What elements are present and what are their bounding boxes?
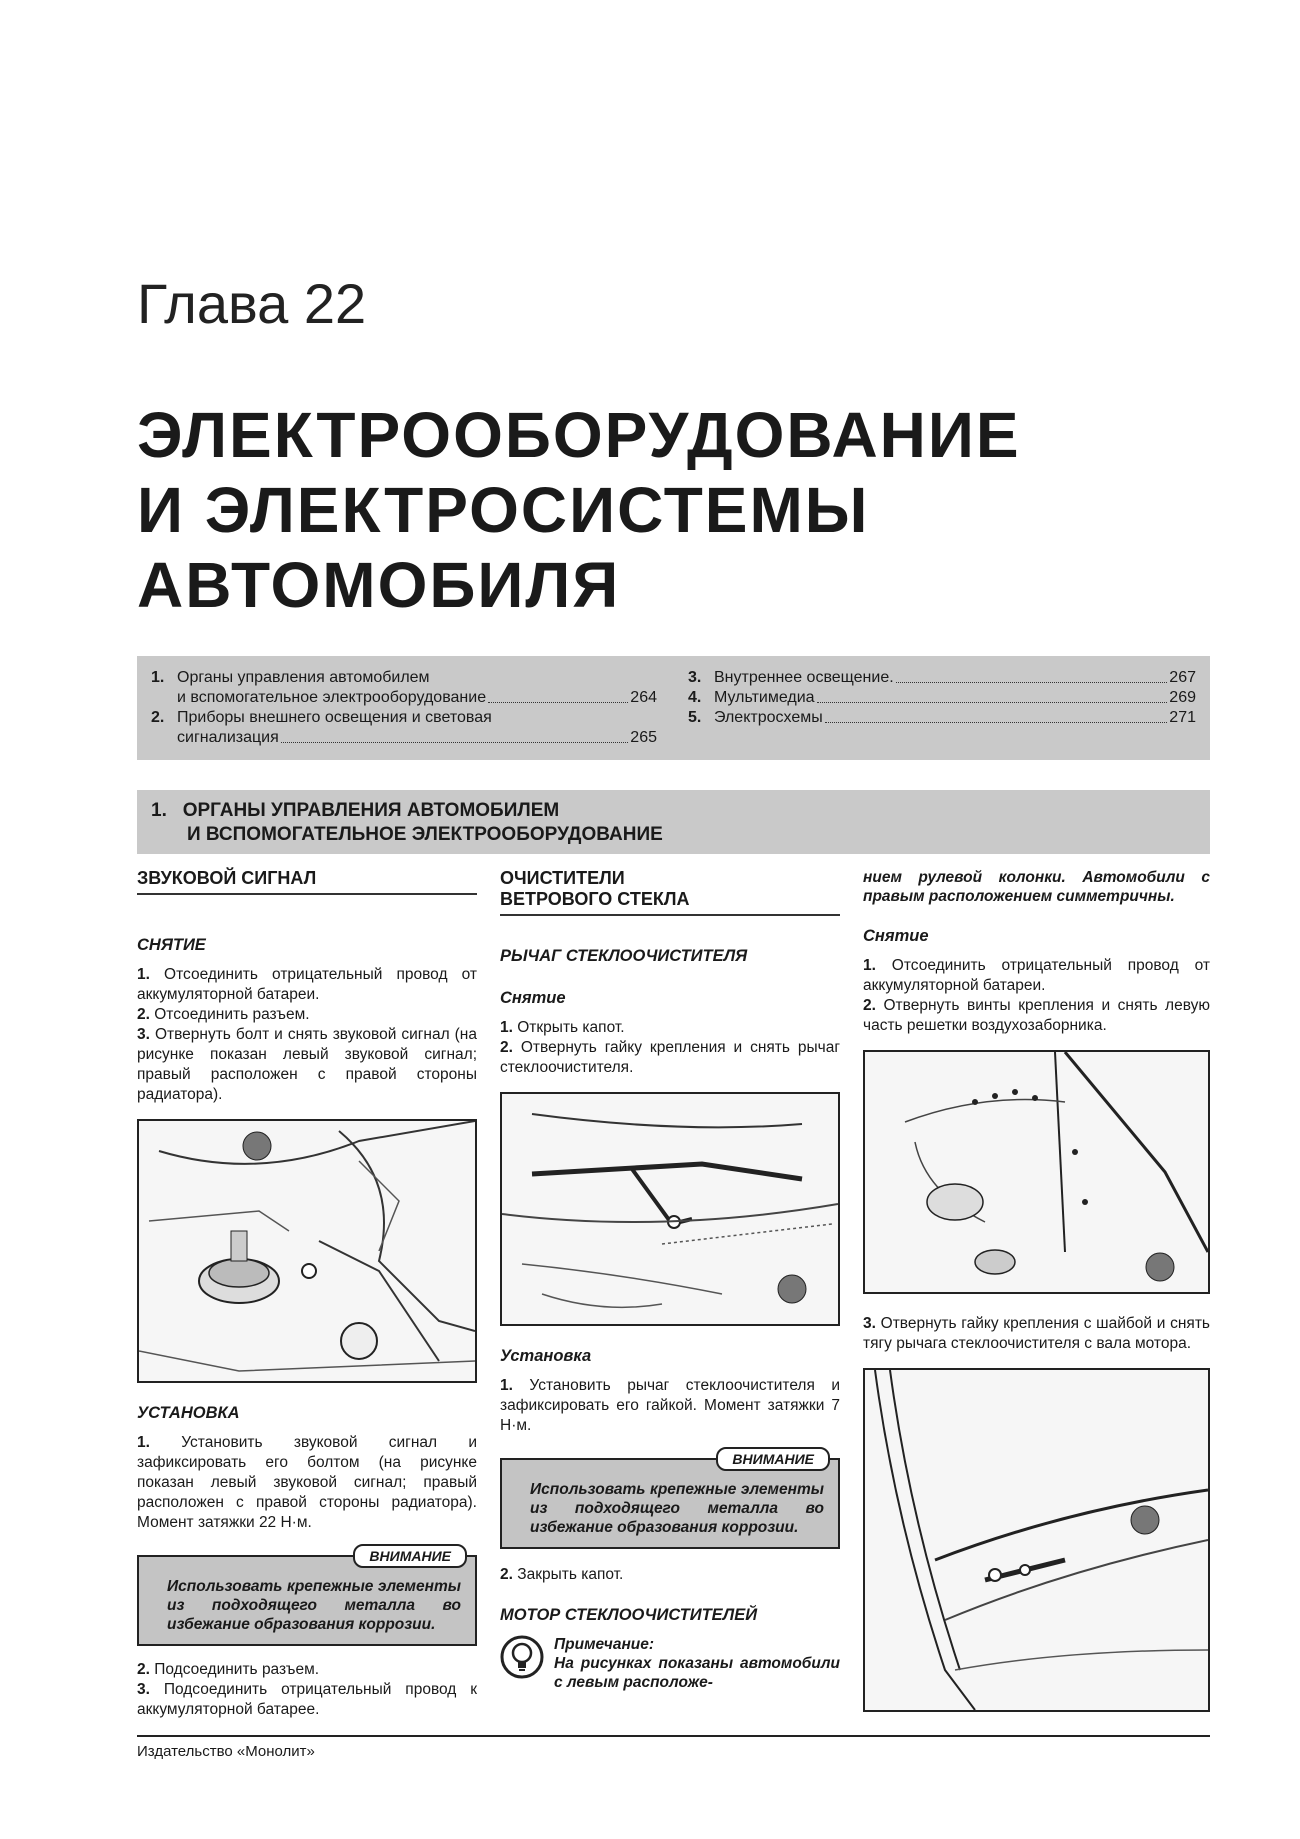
step: 1. Отсоединить отрицательный провод от аккумуляторной батареи. [137,966,477,1003]
lightbulb-icon [500,1635,544,1679]
toc-item-text: Органы управления автомобилем [177,669,430,686]
warning-text: Использовать крепежные элементы из подходящего металла во избежание образования коррозии. [167,1578,461,1633]
heading-removal: Снятие [500,989,566,1007]
step: 2. Отвернуть гайку крепления и снять рычаг стеклоочистителя. [500,1039,841,1076]
table-of-contents [137,656,1210,760]
toc-item-page: 264 [630,689,657,706]
step: 3. Отвернуть болт и снять звуковой сигнал (на рисунке показан левый звуковой сигнал; правый расположен с правой стороны радиатора). [137,1026,477,1103]
wiper-arm-illustration [502,1094,838,1324]
step: 3. Подсоединить отрицательный провод к аккумуляторной батарее. [137,1681,477,1718]
toc-item-number: 1. [151,669,165,686]
column-horn [137,868,477,1720]
toc-item[interactable] [674,708,1196,728]
section-header [137,790,1210,854]
step: 2. Отсоединить разъем. [137,1006,310,1023]
toc-item-page: 265 [630,729,657,746]
footer-divider [137,1735,1210,1737]
heading-horn: ЗВУКОВОЙ СИГНАЛ [137,868,477,895]
warning-box [500,1451,840,1549]
figure-air-intake [863,1050,1210,1294]
toc-item[interactable] [674,688,1196,708]
chapter-title [137,398,1137,623]
note-text: На рисунках показаны автомобили с левым расположе- [554,1655,840,1691]
toc-item-page: 269 [1169,689,1196,706]
section-title-line1: 1. ОРГАНЫ УПРАВЛЕНИЯ АВТОМОБИЛЕМ [151,800,560,821]
air-intake-illustration [865,1052,1208,1292]
toc-item-page: 267 [1169,669,1196,686]
step: 2. Отвернуть винты крепления и снять левую часть решетки воздухозаборника. [863,997,1210,1034]
note-title: Примечание: [554,1636,655,1653]
toc-item-text: Внутреннее освещение. [714,669,894,686]
heading-removal: Снятие [863,927,929,945]
toc-item-text: Электросхемы [714,709,823,726]
warning-label: ВНИМАНИЕ [353,1544,467,1568]
toc-item-number: 2. [151,709,165,726]
note-continuation: нием рулевой колонки. Автомобили с правым расположением симметричны. [863,869,1210,905]
toc-item-text: Приборы внешнего освещения и световая [177,709,492,726]
horn-illustration [139,1121,475,1381]
toc-item[interactable] [137,668,657,708]
heading-wipers: ОЧИСТИТЕЛИ ВЕТРОВОГО СТЕКЛА [500,868,840,916]
heading-removal: СНЯТИЕ [137,936,206,954]
toc-item-text: и вспомогательное электрооборудование [177,689,487,706]
step: 1. Отсоединить отрицательный провод от аккумуляторной батареи. [863,957,1210,994]
figure-wiper-arm [500,1092,840,1326]
chapter-title-line: АВТОМОБИЛЯ [137,549,621,621]
warning-label: ВНИМАНИЕ [716,1447,830,1471]
toc-item-text: сигнализация [177,729,279,746]
toc-item-number: 5. [688,709,702,726]
toc-item[interactable] [137,708,657,748]
step: 2. Закрыть капот. [500,1566,624,1583]
step: 1. Установить звуковой сигнал и зафиксировать его болтом (на рисунке показан левый звуковой сигнал; правый расположен с правой стороны радиатора). Момент затяжки 22 Н·м. [137,1434,477,1531]
column-wiper-motor [863,868,1210,1712]
chapter-title-line: ЭЛЕКТРООБОРУДОВАНИЕ [137,399,1021,471]
step: 2. Подсоединить разъем. [137,1661,320,1678]
heading-wiper-motor: МОТОР СТЕКЛООЧИСТИТЕЛЕЙ [500,1606,758,1624]
figure-wiper-motor-link [863,1368,1210,1712]
warning-box [137,1548,477,1646]
toc-item-page: 271 [1169,709,1196,726]
heading-installation: Установка [500,1347,592,1365]
toc-item-number: 3. [688,669,702,686]
publisher-footer: Издательство «Монолит» [137,1743,315,1760]
wiper-motor-link-illustration [865,1370,1208,1710]
column-wipers [500,868,840,1692]
section-title-line2: И ВСПОМОГАТЕЛЬНОЕ ЭЛЕКТРООБОРУДОВАНИЕ [187,824,663,845]
warning-text: Использовать крепежные элементы из подходящего металла во избежание образования коррозии. [530,1481,824,1536]
heading-installation: УСТАНОВКА [137,1404,240,1422]
figure-horn [137,1119,477,1383]
step: 1. Открыть капот. [500,1019,625,1036]
toc-item[interactable] [674,668,1196,688]
toc-item-text: Мультимедиа [714,689,815,706]
toc-item-number: 4. [688,689,702,706]
step: 1. Установить рычаг стеклоочистителя и зафиксировать его гайкой. Момент затяжки 7 Н·м. [500,1377,840,1434]
chapter-number: Глава 22 [137,272,367,335]
note-box [500,1635,840,1692]
heading-wiper-arm: РЫЧАГ СТЕКЛООЧИСТИТЕЛЯ [500,947,748,965]
step: 3. Отвернуть гайку крепления с шайбой и снять тягу рычага стеклоочистителя с вала мотора. [863,1315,1210,1352]
chapter-title-line: И ЭЛЕКТРОСИСТЕМЫ [137,474,870,546]
